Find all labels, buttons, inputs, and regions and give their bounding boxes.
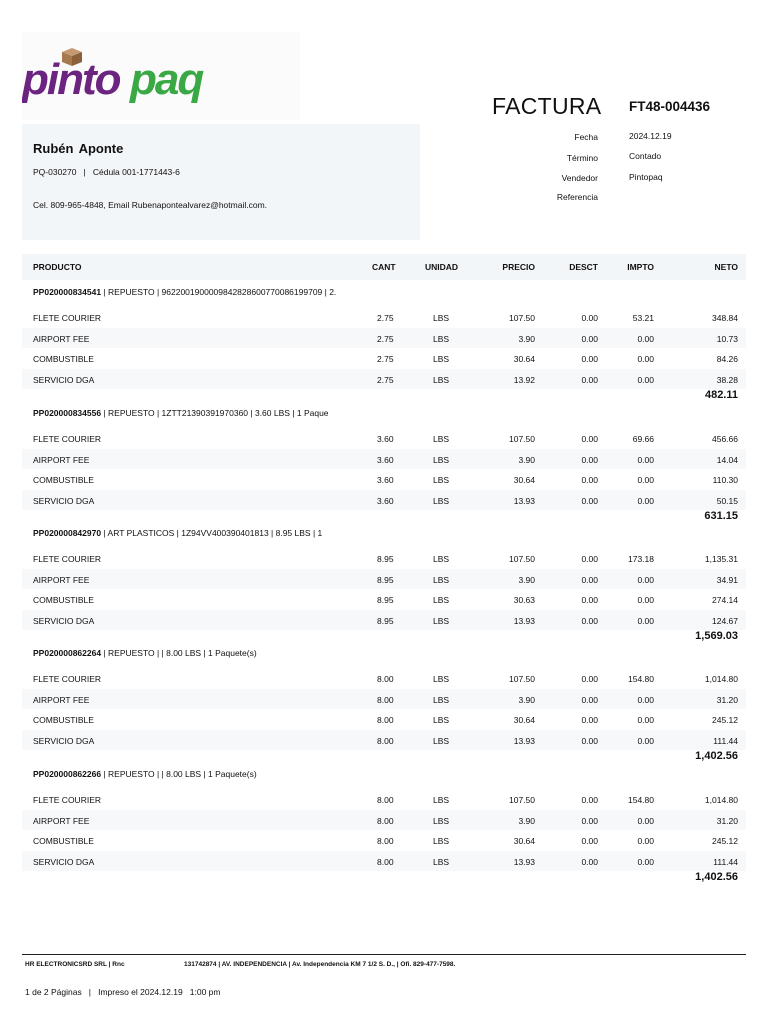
table-row xyxy=(22,428,746,448)
cell-descto: 0.00 xyxy=(581,616,598,627)
package-header xyxy=(33,528,322,538)
cell-cant: 8.00 xyxy=(377,815,394,826)
cell-descto: 0.00 xyxy=(581,496,598,507)
footer-address: 131742874 | AV. INDEPENDENCIA | Av. Independencia KM 7 1/2 S. D., | Ofi. 829-477-7598. xyxy=(184,961,456,968)
cell-neto: 111.44 xyxy=(713,857,738,868)
meta-label-termino: Término xyxy=(566,153,598,163)
cell-cant: 2.75 xyxy=(377,313,394,323)
package-code: PP020000834541 xyxy=(33,287,102,297)
table-row xyxy=(22,668,746,688)
cell-producto: SERVICIO DGA xyxy=(33,616,95,627)
cell-descto: 0.00 xyxy=(581,674,598,684)
cell-impto: 0.00 xyxy=(637,616,654,627)
cell-impto: 0.00 xyxy=(637,857,654,868)
table-row xyxy=(22,851,746,871)
cell-unidad: LBS xyxy=(433,736,450,747)
package-description: | ART PLASTICOS | 1Z94VV400390401813 | 8.95 LBS | 1 xyxy=(101,528,323,538)
table-header xyxy=(22,254,746,280)
customer-panel xyxy=(22,124,420,240)
cell-descto: 0.00 xyxy=(581,354,598,365)
cell-cant: 3.60 xyxy=(377,475,394,486)
meta-value-fecha: 2024.12.19 xyxy=(629,131,672,141)
package-subtotal: 1,569.03 xyxy=(695,630,738,642)
svg-text:pinto: pinto xyxy=(22,55,120,104)
cell-descto: 0.00 xyxy=(581,694,598,705)
cell-cant: 8.00 xyxy=(377,674,394,684)
cell-unidad: LBS xyxy=(433,595,450,606)
cell-neto: 84.26 xyxy=(716,354,738,365)
cell-impto: 0.00 xyxy=(637,454,654,465)
cell-descto: 0.00 xyxy=(581,313,598,323)
table-row xyxy=(22,548,746,568)
svg-text:paq: paq xyxy=(130,55,203,104)
cell-precio: 13.92 xyxy=(513,375,535,386)
customer-name: Rubén Aponte xyxy=(33,141,124,156)
cell-unidad: LBS xyxy=(433,857,450,868)
cell-producto: FLETE COURIER xyxy=(33,795,102,805)
cell-neto: 245.12 xyxy=(712,715,738,726)
cell-neto: 274.14 xyxy=(712,595,738,606)
cell-impto: 0.00 xyxy=(637,333,654,344)
cell-impto: 0.00 xyxy=(637,375,654,386)
customer-ids: PQ-030270 | Cédula 001-1771443-6 xyxy=(33,167,180,177)
package-code: PP020000834556 xyxy=(33,408,102,418)
col-unidad: UNIDAD xyxy=(425,262,459,272)
cell-producto: SERVICIO DGA xyxy=(33,496,95,507)
cell-precio: 107.50 xyxy=(509,795,535,805)
cell-precio: 107.50 xyxy=(509,434,535,444)
cell-unidad: LBS xyxy=(433,475,450,486)
table-row xyxy=(22,830,746,850)
cell-precio: 30.64 xyxy=(513,836,535,847)
cell-precio: 13.93 xyxy=(513,736,535,747)
cell-impto: 0.00 xyxy=(637,694,654,705)
cell-neto: 456.66 xyxy=(712,434,738,444)
cell-producto: SERVICIO DGA xyxy=(33,375,95,386)
cell-neto: 34.91 xyxy=(716,574,738,585)
cell-producto: AIRPORT FEE xyxy=(33,333,90,344)
cell-neto: 245.12 xyxy=(712,836,738,847)
cell-impto: 0.00 xyxy=(637,736,654,747)
table-row xyxy=(22,589,746,609)
cell-precio: 107.50 xyxy=(509,674,535,684)
meta-value-termino: Contado xyxy=(629,151,662,161)
cell-precio: 30.64 xyxy=(513,715,535,726)
cell-impto: 53.21 xyxy=(632,313,654,323)
cell-neto: 111.44 xyxy=(713,736,738,747)
cell-cant: 3.60 xyxy=(377,434,394,444)
cell-impto: 0.00 xyxy=(637,836,654,847)
package-header xyxy=(33,648,257,658)
cell-neto: 50.15 xyxy=(716,496,738,507)
cell-producto: COMBUSTIBLE xyxy=(33,836,94,847)
cell-cant: 8.00 xyxy=(377,715,394,726)
col-descto: DESCT xyxy=(569,262,598,272)
table-row xyxy=(22,689,746,709)
cell-impto: 0.00 xyxy=(637,595,654,606)
cell-descto: 0.00 xyxy=(581,736,598,747)
cell-impto: 0.00 xyxy=(637,715,654,726)
cell-impto: 0.00 xyxy=(637,475,654,486)
cell-producto: FLETE COURIER xyxy=(33,313,102,323)
cell-unidad: LBS xyxy=(433,375,450,386)
cell-unidad: LBS xyxy=(433,574,450,585)
meta-label-referencia: Referencia xyxy=(556,192,598,202)
cell-neto: 1,014.80 xyxy=(704,674,738,684)
table-row xyxy=(22,709,746,729)
cell-unidad: LBS xyxy=(433,454,450,465)
cell-cant: 8.95 xyxy=(377,574,394,585)
cell-unidad: LBS xyxy=(433,694,450,705)
cell-unidad: LBS xyxy=(433,434,450,444)
package-subtotal: 631.15 xyxy=(704,510,738,522)
table-row xyxy=(22,469,746,489)
cell-descto: 0.00 xyxy=(581,836,598,847)
cell-cant: 8.00 xyxy=(377,795,394,805)
cell-impto: 0.00 xyxy=(637,496,654,507)
cell-precio: 30.64 xyxy=(513,354,535,365)
cell-unidad: LBS xyxy=(433,354,450,365)
cell-producto: AIRPORT FEE xyxy=(33,694,90,705)
cell-precio: 3.90 xyxy=(518,574,535,585)
cell-producto: AIRPORT FEE xyxy=(33,574,90,585)
cell-descto: 0.00 xyxy=(581,333,598,344)
pintopaq-logo-icon xyxy=(22,44,242,114)
cell-impto: 154.80 xyxy=(628,674,654,684)
cell-producto: COMBUSTIBLE xyxy=(33,715,94,726)
cell-descto: 0.00 xyxy=(581,475,598,486)
cell-precio: 30.63 xyxy=(513,595,535,606)
col-impto: IMPTO xyxy=(627,262,654,272)
cell-unidad: LBS xyxy=(433,795,450,805)
table-row xyxy=(22,730,746,750)
table-row xyxy=(22,449,746,469)
cell-descto: 0.00 xyxy=(581,715,598,726)
col-neto: NETO xyxy=(714,262,738,272)
cell-unidad: LBS xyxy=(433,496,450,507)
table-row xyxy=(22,569,746,589)
col-precio: PRECIO xyxy=(502,262,535,272)
meta-label-vendedor: Vendedor xyxy=(561,173,598,183)
company-logo xyxy=(22,32,300,120)
footer-divider xyxy=(22,954,746,955)
cell-precio: 13.93 xyxy=(513,616,535,627)
cell-descto: 0.00 xyxy=(581,574,598,585)
package-subtotal: 1,402.56 xyxy=(695,750,738,762)
table-row xyxy=(22,610,746,630)
cell-cant: 8.00 xyxy=(377,694,394,705)
cell-unidad: LBS xyxy=(433,313,450,323)
cell-precio: 3.90 xyxy=(518,333,535,344)
cell-cant: 3.60 xyxy=(377,496,394,507)
cell-cant: 2.75 xyxy=(377,375,394,386)
col-producto: PRODUCTO xyxy=(33,262,82,272)
cell-impto: 0.00 xyxy=(637,574,654,585)
invoice-number: FT48-004436 xyxy=(629,99,711,114)
package-subtotal: 1,402.56 xyxy=(695,871,738,883)
footer-page-info: 1 de 2 Páginas | Impreso el 2024.12.19 1:00 pm xyxy=(25,987,221,997)
cell-unidad: LBS xyxy=(433,554,450,564)
cell-unidad: LBS xyxy=(433,815,450,826)
package-header xyxy=(33,769,257,779)
cell-cant: 3.60 xyxy=(377,454,394,465)
cell-producto: COMBUSTIBLE xyxy=(33,354,94,365)
cell-neto: 1,135.31 xyxy=(704,554,738,564)
package-description: | REPUESTO | 1ZTT21390391970360 | 3.60 LBS | 1 Paque xyxy=(101,408,329,418)
cell-cant: 2.75 xyxy=(377,354,394,365)
cell-descto: 0.00 xyxy=(581,795,598,805)
cell-producto: COMBUSTIBLE xyxy=(33,475,94,486)
table-row xyxy=(22,369,746,389)
cell-producto: SERVICIO DGA xyxy=(33,736,95,747)
cell-producto: AIRPORT FEE xyxy=(33,815,90,826)
customer-contact: Cel. 809-965-4848, Email Rubenapontealvarez@hotmail.com. xyxy=(33,200,268,210)
package-header xyxy=(33,408,329,418)
cell-unidad: LBS xyxy=(433,836,450,847)
cell-precio: 13.93 xyxy=(513,857,535,868)
cell-unidad: LBS xyxy=(433,715,450,726)
cell-neto: 110.30 xyxy=(712,475,738,486)
package-code: PP020000842970 xyxy=(33,528,102,538)
table-row xyxy=(22,307,746,327)
cell-descto: 0.00 xyxy=(581,454,598,465)
cell-producto: FLETE COURIER xyxy=(33,674,102,684)
document-title: FACTURA xyxy=(492,93,602,119)
cell-cant: 8.00 xyxy=(377,736,394,747)
table-row xyxy=(22,789,746,809)
cell-neto: 124.67 xyxy=(712,616,738,627)
cell-precio: 107.50 xyxy=(509,554,535,564)
cell-descto: 0.00 xyxy=(581,434,598,444)
table-row xyxy=(22,328,746,348)
package-description: | REPUESTO | | 8.00 LBS | 1 Paquete(s) xyxy=(101,769,257,779)
cell-descto: 0.00 xyxy=(581,857,598,868)
cell-descto: 0.00 xyxy=(581,595,598,606)
cell-impto: 0.00 xyxy=(637,354,654,365)
cell-neto: 14.04 xyxy=(716,454,738,465)
cell-unidad: LBS xyxy=(433,674,450,684)
package-code: PP020000862266 xyxy=(33,769,102,779)
cell-cant: 2.75 xyxy=(377,333,394,344)
cell-precio: 107.50 xyxy=(509,313,535,323)
cell-neto: 348.84 xyxy=(712,313,738,323)
cell-cant: 8.95 xyxy=(377,595,394,606)
cell-neto: 31.20 xyxy=(716,815,738,826)
cell-precio: 30.64 xyxy=(513,475,535,486)
meta-value-vendedor: Pintopaq xyxy=(629,172,663,182)
col-cant: CANT xyxy=(372,262,396,272)
cell-producto: AIRPORT FEE xyxy=(33,454,90,465)
cell-descto: 0.00 xyxy=(581,375,598,386)
package-code: PP020000862264 xyxy=(33,648,102,658)
cell-impto: 69.66 xyxy=(632,434,654,444)
cell-neto: 31.20 xyxy=(716,694,738,705)
package-description: | REPUESTO | | 8.00 LBS | 1 Paquete(s) xyxy=(101,648,257,658)
cell-descto: 0.00 xyxy=(581,815,598,826)
cell-cant: 8.95 xyxy=(377,616,394,627)
cell-descto: 0.00 xyxy=(581,554,598,564)
cell-producto: SERVICIO DGA xyxy=(33,857,95,868)
cell-neto: 1,014.80 xyxy=(704,795,738,805)
cell-producto: COMBUSTIBLE xyxy=(33,595,94,606)
table-row xyxy=(22,810,746,830)
table-row xyxy=(22,490,746,510)
cell-cant: 8.00 xyxy=(377,836,394,847)
cell-neto: 38.28 xyxy=(716,375,738,386)
cell-precio: 3.90 xyxy=(518,815,535,826)
cell-cant: 8.00 xyxy=(377,857,394,868)
cell-impto: 173.18 xyxy=(628,554,654,564)
cell-neto: 10.73 xyxy=(716,333,738,344)
cell-unidad: LBS xyxy=(433,333,450,344)
cell-precio: 3.90 xyxy=(518,694,535,705)
cell-precio: 3.90 xyxy=(518,454,535,465)
package-header xyxy=(33,287,336,297)
cell-producto: FLETE COURIER xyxy=(33,554,102,564)
cell-impto: 0.00 xyxy=(637,815,654,826)
footer-company: HR ELECTRONICSRD SRL | Rnc xyxy=(25,961,125,968)
cell-unidad: LBS xyxy=(433,616,450,627)
cell-precio: 13.93 xyxy=(513,496,535,507)
cell-cant: 8.95 xyxy=(377,554,394,564)
cell-producto: FLETE COURIER xyxy=(33,434,102,444)
cell-impto: 154.80 xyxy=(628,795,654,805)
table-row xyxy=(22,348,746,368)
package-subtotal: 482.11 xyxy=(704,389,738,401)
meta-label-fecha: Fecha xyxy=(574,132,598,142)
package-description: | REPUESTO | 9622001900009842828600770086199709 | 2. xyxy=(101,287,337,297)
